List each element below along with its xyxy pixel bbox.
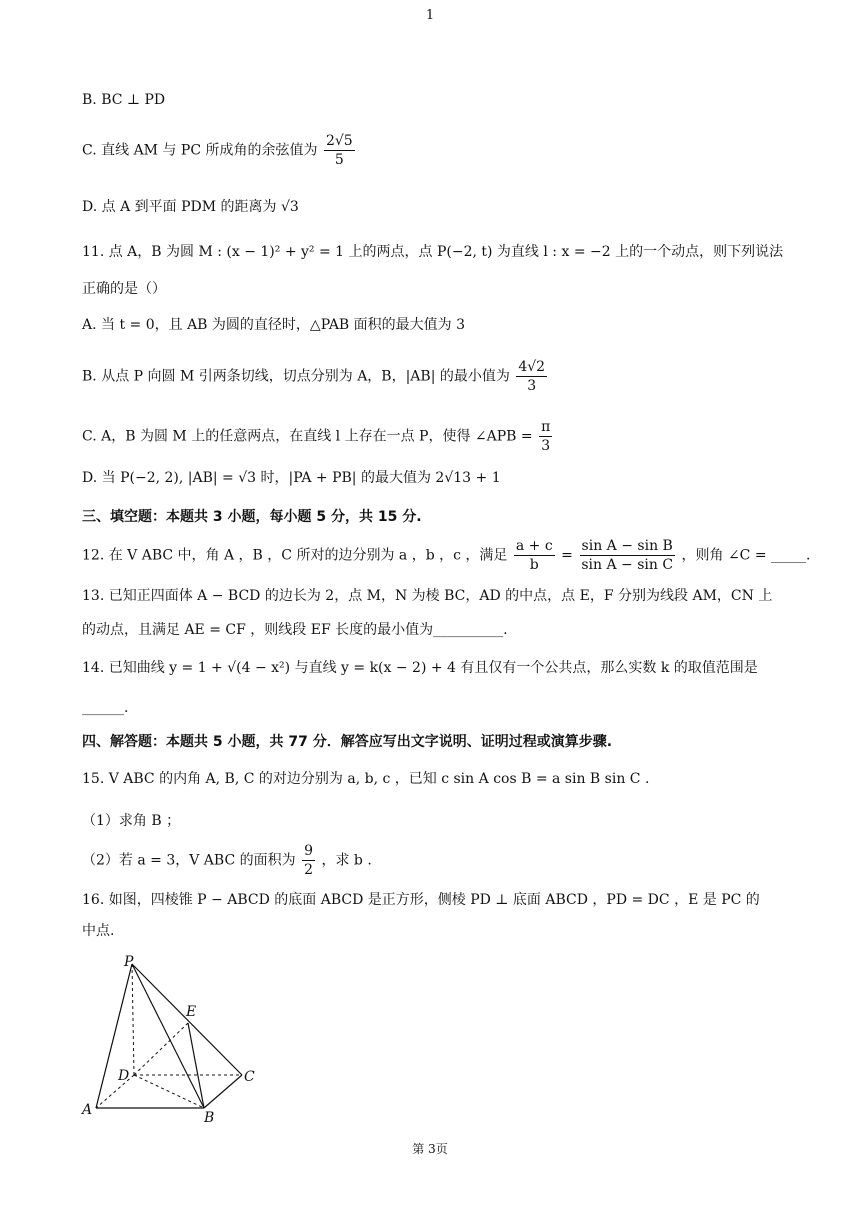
- fraction-denominator: 3: [527, 378, 537, 394]
- q11-stem-line2: 正确的是（）: [82, 281, 166, 297]
- fraction-denominator: 5: [334, 152, 344, 168]
- q14-line1: 14. 已知曲线 y = 1 + √(4 − x²) 与直线 y = k(x − 2) + 4 有且仅有一个公共点，那么实数 k 的取值范围是: [82, 660, 758, 676]
- fraction-numerator: a + c: [515, 538, 553, 554]
- q16-line1: 16. 如图，四棱锥 P − ABCD 的底面 ABCD 是正方形，侧棱 PD ⊥ 底面 ABCD ，PD = DC ，E 是 PC 的: [82, 892, 760, 908]
- page-number: 1: [425, 8, 435, 23]
- q10-option-d: D. 点 A 到平面 PDM 的距离为 √3: [82, 199, 299, 215]
- q15-part1: （1）求角 B ；: [82, 813, 181, 829]
- edge-PB: [132, 964, 204, 1108]
- q15-part2-text: （2）若 a = 3，V ABC 的面积为: [82, 852, 296, 869]
- q11-option-d: D. 当 P(−2, 2), |AB| = √3 时，|PA + PB| 的最大值为 2√13 + 1: [82, 470, 501, 486]
- label-D: D: [118, 1068, 130, 1084]
- q10-option-b: B. BC ⊥ PD: [82, 92, 166, 108]
- fraction-denominator: b: [529, 557, 539, 573]
- q15-part2-fraction: [302, 842, 315, 879]
- fraction-numerator: sin A − sin B: [581, 538, 673, 554]
- q11-stem-line1: 11. 点 A，B 为圆 M : (x − 1)² + y² = 1 上的两点，点 P(−2, t) 为直线 l : x = −2 上的一个动点，则下列说法: [82, 244, 784, 260]
- section4-heading: 四、解答题：本题共 5 小题，共 77 分．解答应写出文字说明、证明过程或演算步骤.: [82, 734, 613, 750]
- fraction-numerator: 2√5: [325, 133, 353, 149]
- edge-PA: [96, 964, 132, 1108]
- fraction-denominator: 2: [304, 862, 313, 878]
- label-C: C: [244, 1069, 255, 1085]
- q11-option-c-text: C. A，B 为圆 M 上的任意两点，在直线 l 上存在一点 P，使得 ∠APB =: [82, 428, 533, 445]
- fraction-denominator: sin A − sin C: [581, 557, 674, 573]
- label-P: P: [124, 954, 134, 970]
- q11-option-a: A. 当 t = 0，且 AB 为圆的直径时，△PAB 面积的最大值为 3: [82, 317, 466, 333]
- edge-EB: [188, 1023, 204, 1108]
- q11-option-b-text: B. 从点 P 向圆 M 引两条切线，切点分别为 A，B，|AB| 的最小值为: [82, 368, 510, 385]
- edge-BC: [204, 1075, 242, 1108]
- q11-option-c-fraction: [539, 418, 552, 455]
- pyramid-figure: [78, 950, 268, 1130]
- q11-option-b-fraction: [516, 358, 547, 395]
- q15-part2: [82, 842, 372, 879]
- q13-line2: 的动点，且满足 AE = CF ，则线段 EF 长度的最小值为__________.: [82, 622, 508, 638]
- q10-option-c-text: C. 直线 AM 与 PC 所成角的余弦值为: [82, 142, 318, 159]
- label-A: A: [82, 1102, 93, 1118]
- q10-option-c: [82, 132, 357, 169]
- q15-stem: 15. V ABC 的内角 A, B, C 的对边分别为 a, b, c ，已知 c sin A cos B = a sin B sin C .: [82, 771, 650, 787]
- fraction-numerator: 9: [304, 843, 313, 859]
- q12: [82, 537, 810, 574]
- label-E: E: [186, 1004, 197, 1020]
- q16-line2: 中点.: [82, 923, 115, 939]
- q13-line1: 13. 已知正四面体 A − BCD 的边长为 2，点 M，N 为棱 BC，AD 的中点，点 E，F 分别为线段 AM，CN 上: [82, 588, 773, 604]
- q12-fraction-right: [579, 537, 675, 574]
- q15-part2-text-end: ，求 b .: [321, 852, 372, 869]
- q10-option-c-fraction: [324, 132, 355, 169]
- label-B: B: [204, 1110, 215, 1126]
- fraction-numerator: 4√2: [518, 359, 546, 375]
- q14-line2: ______.: [82, 700, 129, 716]
- edge-DE-hidden: [134, 1023, 188, 1075]
- fraction-numerator: π: [541, 419, 551, 435]
- q12-fraction-left: [514, 537, 555, 574]
- section3-heading: 三、填空题：本题共 3 小题，每小题 5 分，共 15 分.: [82, 509, 422, 525]
- edge-DB-hidden: [134, 1075, 204, 1108]
- edge-PD-hidden: [132, 964, 134, 1075]
- q12-text: 12. 在 V ABC 中，角 A ，B ，C 所对的边分别为 a ，b ，c ，满足: [82, 547, 508, 564]
- fraction-denominator: 3: [541, 438, 551, 454]
- q12-text-end: ，则角 ∠C = _____.: [681, 547, 811, 564]
- equals-sign: =: [561, 547, 573, 564]
- q11-option-c: [82, 418, 554, 455]
- page-footer: 第 3页: [412, 1142, 448, 1156]
- q11-option-b: [82, 358, 549, 395]
